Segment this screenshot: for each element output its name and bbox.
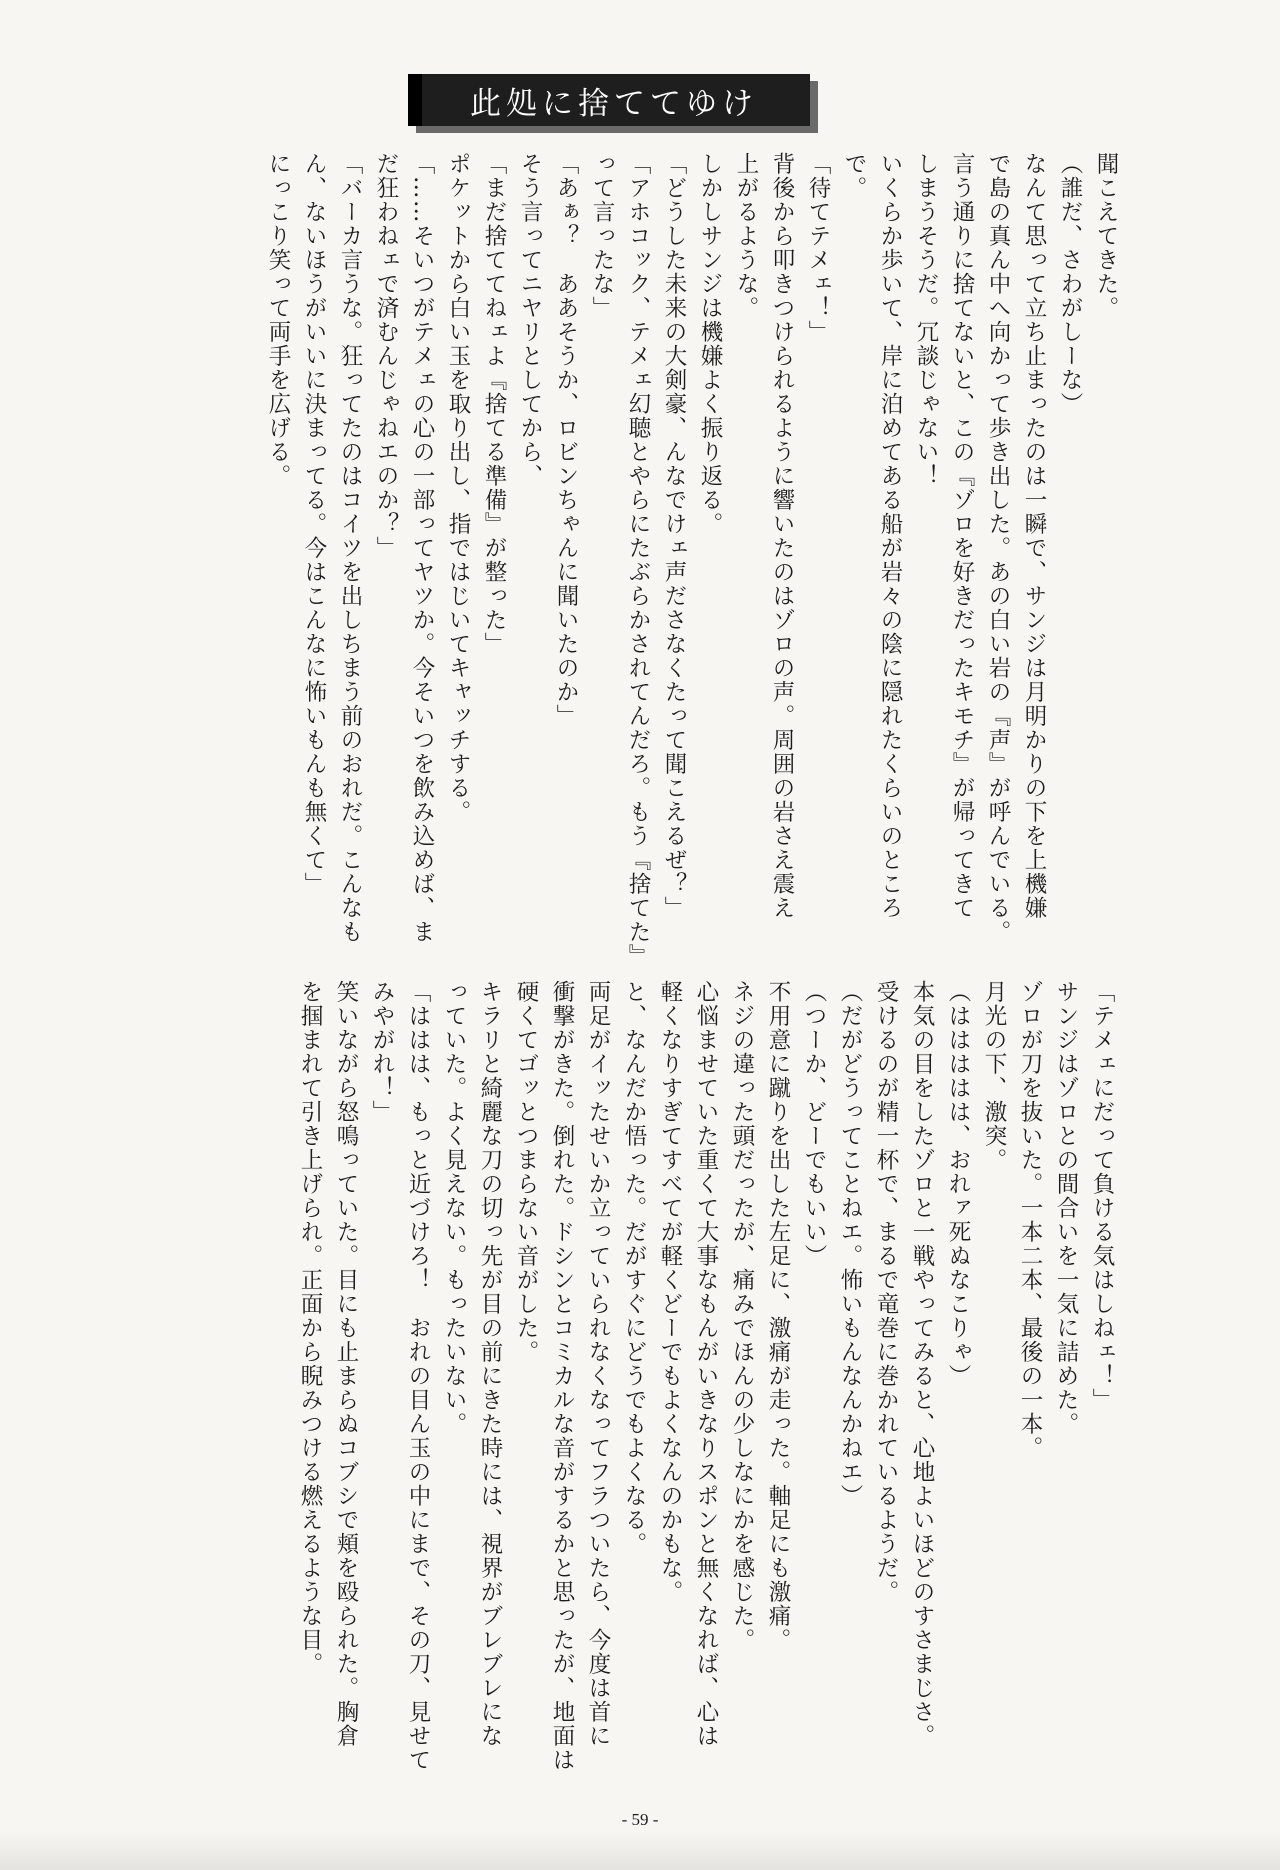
text-line: （だがどうってことねエ。怖いもんなんかねエ） — [837, 980, 863, 1508]
text-line: 軽くなりすぎてすべてが軽くどーでもよくなんのかもな。 — [657, 980, 683, 1604]
text-line: ネジの違った頭だったが、痛みでほんの少しなにかを感じた。 — [729, 980, 755, 1652]
text-line: 受けるのが精一杯で、まるで竜巻に巻かれているようだ。 — [873, 980, 899, 1604]
text-line: （誰だ、さわがしーな） — [1057, 152, 1083, 416]
text-line: 笑いながら怒鳴っていた。目にも止まらぬコブシで頬を殴られた。胸倉 — [333, 980, 359, 1748]
text-line: 「まだ捨ててねェよ『捨てる準備』が整った」 — [481, 152, 507, 656]
text-line: 「テメェにだって負ける気はしねェ！」 — [1089, 980, 1115, 1412]
text-line: 「あぁ？ ああそうか、ロビンちゃんに聞いたのか」 — [553, 152, 579, 728]
chapter-title-banner — [408, 74, 810, 126]
text-line: 言う通りに捨てないと、この『ゾロを好きだったキモチ』が帰ってきて — [949, 152, 975, 920]
text-line: 「待てテメェ！」 — [805, 152, 831, 344]
text-line: 「バーカ言うな。狂ってたのはコイツを出しちまう前のおれだ。こんなも — [337, 152, 363, 944]
page-number: - 59 - — [621, 1810, 659, 1829]
text-line: 「どうした未来の大剣豪、んなでけェ声ださなくたって聞こえるぜ？」 — [661, 152, 687, 920]
text-line: 「アホコック、テメェ幻聴とやらにたぶらかされてんだろ。もう『捨てた』 — [625, 152, 651, 968]
text-line: 心悩ませていた重くて大事なもんがいきなりスポンと無くなれば、心は — [693, 980, 719, 1748]
text-line: 月光の下、激突。 — [981, 980, 1007, 1172]
text-line: にっこり笑って両手を広げる。 — [265, 152, 291, 488]
text-line: 両足がイッたせいか立っていられなくなってフラついたら、今度は首に — [585, 980, 611, 1748]
text-line: で島の真ん中へ向かって歩き出した。あの白い岩の『声』が呼んでいる。 — [985, 152, 1011, 944]
text-line: みやがれ！」 — [369, 980, 395, 1124]
text-line: っていた。よく見えない。もったいない。 — [441, 980, 467, 1436]
text-line: 硬くてゴッとつまらない音がした。 — [513, 980, 539, 1364]
text-line: （ははははは、おれァ死ぬなこりゃ） — [945, 980, 971, 1388]
text-line: 背後から叩きつけられるように響いたのはゾロの声。周囲の岩さえ震え — [769, 152, 795, 920]
text-line: なんて思って立ち止まったのは一瞬で、サンジは月明かりの下を上機嫌 — [1021, 152, 1047, 920]
text-line: （つーか、どーでもいい） — [801, 980, 827, 1268]
text-line: で。 — [841, 152, 867, 200]
text-line: 上がるような。 — [733, 152, 759, 320]
text-line: 本気の目をしたゾロと一戦やってみると、心地よいほどのすさまじさ。 — [909, 980, 935, 1748]
text-line: そう言ってニヤリとしてから、 — [517, 152, 543, 488]
text-line: ん、ないほうがいいに決まってる。今はこんなに怖いもんも無くて」 — [301, 152, 327, 896]
text-line: しまうそうだ。冗談じゃない！ — [913, 152, 939, 488]
text-line: ポケットから白い玉を取り出し、指ではじいてキャッチする。 — [445, 152, 471, 824]
text-line: だ狂わねェで済むんじゃねエのか？」 — [373, 152, 399, 560]
text-line: 「ははは、もっと近づけろ！ おれの目ん玉の中にまで、その刀、見せて — [405, 980, 431, 1772]
text-line: と、なんだか悟った。だがすぐにどうでもよくなる。 — [621, 980, 647, 1556]
chapter-title: 此処に捨ててゆけ — [470, 85, 758, 122]
text-line: キラリと綺麗な刀の切っ先が目の前にきた時には、視界がブレブレにな — [477, 980, 503, 1748]
text-line: って言ったな」 — [589, 152, 615, 320]
text-line: を掴まれて引き上げられ。正面から睨みつける燃えるような目。 — [297, 980, 323, 1676]
text-line: サンジはゾロとの間合いを一気に詰めた。 — [1053, 980, 1079, 1436]
text-line: 不用意に蹴りを出した左足に、激痛が走った。軸足にも激痛。 — [765, 980, 791, 1652]
scan-edge-shadow — [0, 1832, 1280, 1870]
text-line: ゾロが刀を抜いた。一本二本、最後の一本。 — [1017, 980, 1043, 1460]
lower-text-block — [292, 980, 1120, 1770]
text-line: いくらか歩いて、岸に泊めてある船が岩々の陰に隠れたくらいのところ — [877, 152, 903, 920]
text-line: 「……そいつがテメェの心の一部ってヤツか。今そいつを飲み込めば、ま — [409, 152, 435, 944]
text-line: 聞こえてきた。 — [1093, 152, 1119, 320]
upper-text-block — [260, 152, 1124, 968]
text-line: 衝撃がきた。倒れた。ドシンとコミカルな音がするかと思ったが、地面は — [549, 980, 575, 1772]
text-line: しかしサンジは機嫌よく振り返る。 — [697, 152, 723, 536]
